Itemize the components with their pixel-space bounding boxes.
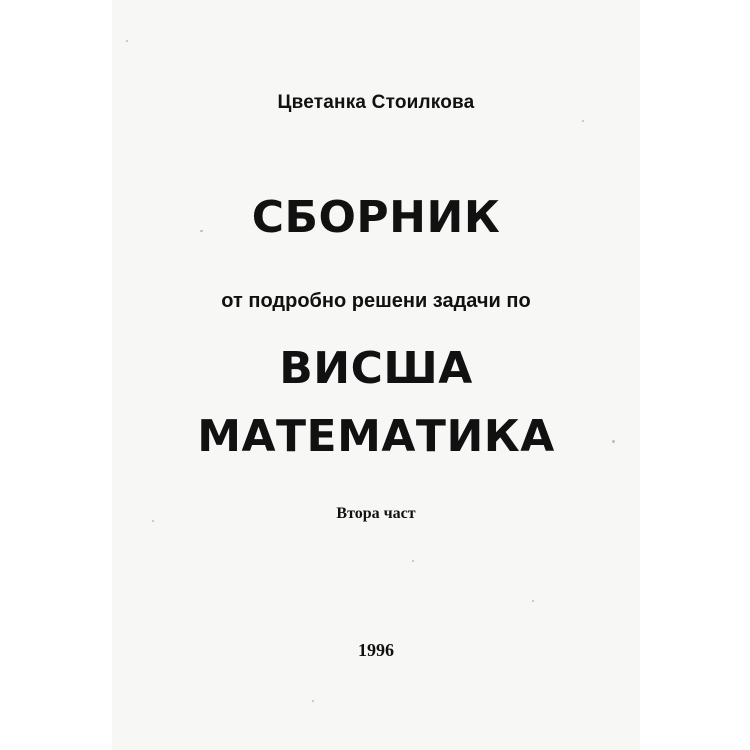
book-subtitle: от подробно решени задачи по [221, 290, 531, 312]
author-name: Цветанка Стоилкова [277, 92, 475, 113]
book-title: СБОРНИК [251, 192, 501, 243]
publication-year: 1996 [358, 640, 394, 660]
scan-speck [126, 40, 128, 42]
book-title-page [112, 0, 640, 750]
scan-speck [312, 700, 314, 702]
subject-title-line-2: МАТЕМАТИКА [197, 411, 555, 462]
volume-part: Втора част [336, 505, 416, 522]
subject-title-line-1: ВИСША [279, 343, 473, 394]
scan-speck [412, 560, 414, 562]
scan-speck [582, 120, 584, 122]
scan-speck [532, 600, 534, 602]
